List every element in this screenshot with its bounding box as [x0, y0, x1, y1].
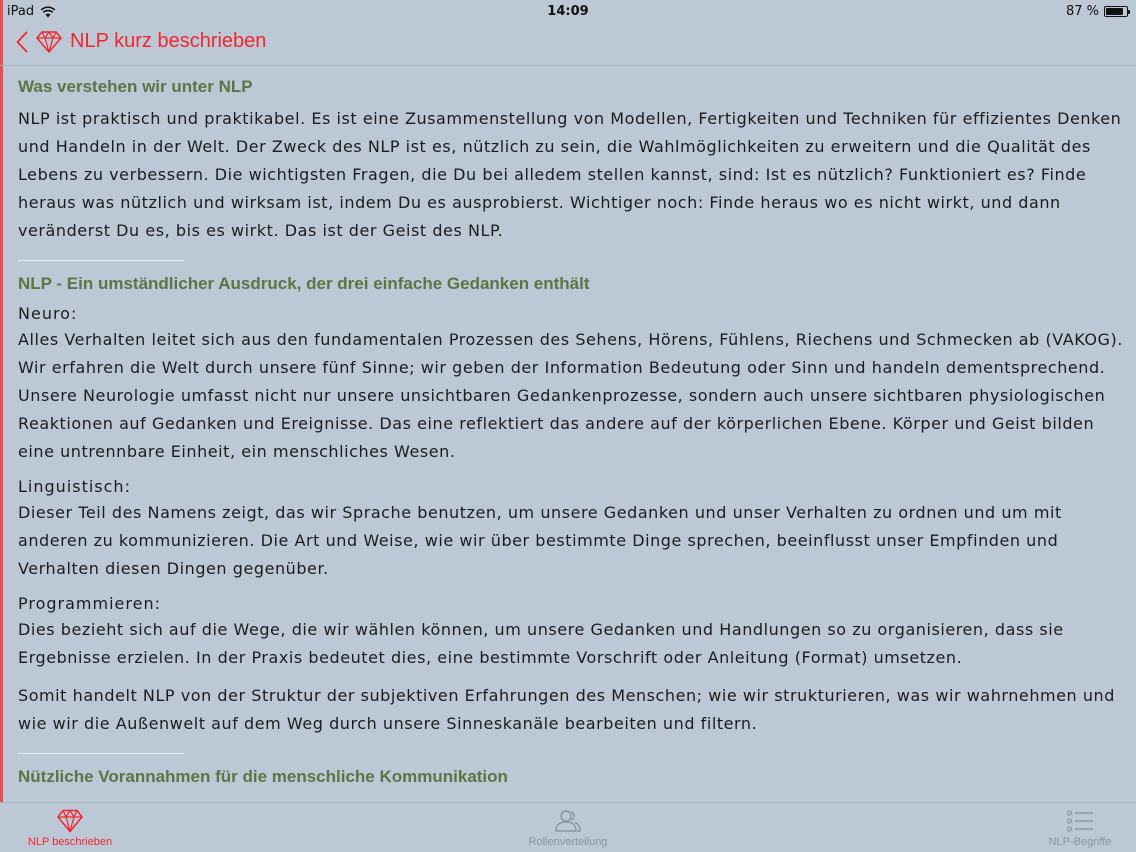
- battery-icon: [1104, 6, 1128, 17]
- chevron-left-icon: [16, 31, 28, 53]
- summary-paragraph: Somit handelt NLP von der Struktur der subjektiven Erfahrungen des Menschen; wie wir strukturieren, was wir wahrnehmen und wie wir die Außenwelt auf dem Weg durch unsere Sinneskanäle bearbeiten und filtern.: [18, 686, 1115, 733]
- tab-nlp-begriffe[interactable]: [1044, 809, 1116, 848]
- tab-bar: [0, 802, 1136, 852]
- programmieren-paragraph: Dies bezieht sich auf die Wege, die wir wählen können, um unsere Gedanken und Handlungen so zu organisieren, dass sie Ergebnisse erzielen. In der Praxis bedeutet dies, eine bestimmte Vorschrift oder Anleitung (Format) umsetzen.: [18, 620, 1064, 667]
- linguistisch-paragraph: Dieser Teil des Namens zeigt, das wir Sprache benutzen, um unsere Gedanken und unser Verhalten zu ordnen und um mit anderen zu kommunizieren. Die Art und Weise, wie wir über bestimmte Dinge sprechen, beeinflusst unser Empfinden und Verhalten diesen Dingen gegenüber.: [18, 503, 1062, 578]
- tab-rollenverteilung[interactable]: [520, 809, 616, 848]
- section-1-paragraph: NLP ist praktisch und praktikabel. Es ist eine Zusammenstellung von Modellen, Fertigkeiten und Techniken für effizientes Denken und Handeln in der Welt. Der Zweck des NLP ist es, nützlich zu sein, die Wahlmöglichkeiten zu erweitern und die Qualität des Lebens zu verbessern. Die wichtigsten Fragen, die Du bei alledem stellen kannst, sind: Ist es nützlich? Funktioniert es? Finde heraus was nützlich und wirksam ist, indem Du es ausprobierst. Wichtiger noch: Finde heraus wo es nicht wirkt, und dann veränderst Du es, bis es wirkt. Das ist der Geist des NLP.: [18, 109, 1122, 240]
- linguistisch-label: Linguistisch:: [18, 477, 131, 496]
- battery-fill: [1106, 8, 1123, 15]
- tab-label: Rollenverteilung: [528, 836, 608, 848]
- device-name: iPad: [7, 4, 35, 19]
- page-title: NLP kurz beschrieben: [70, 30, 267, 52]
- section-title-2: NLP - Ein umständlicher Ausdruck, der drei einfache Gedanken enthält: [18, 274, 590, 293]
- status-time: 14:09: [547, 4, 589, 19]
- tab-label: NLP-Begriffe: [1048, 836, 1112, 848]
- battery-percent: 87 %: [1065, 4, 1099, 19]
- section-divider: [18, 260, 184, 261]
- diamond-icon: [57, 809, 83, 833]
- section-title-3: Nützliche Vorannahmen für die menschliche Kommunikation: [18, 767, 508, 786]
- tab-nlp-beschrieben[interactable]: [27, 809, 113, 848]
- status-bar: [0, 0, 1136, 22]
- section-divider: [18, 753, 184, 754]
- diamond-icon: [36, 31, 62, 53]
- navigation-bar: [0, 22, 1136, 66]
- section-title-1: Was verstehen wir unter NLP: [18, 77, 253, 96]
- left-accent-bar: [0, 0, 3, 852]
- content-scroll-view[interactable]: [18, 66, 1128, 802]
- programmieren-label: Programmieren:: [18, 594, 161, 613]
- list-icon: [1066, 809, 1094, 833]
- people-icon: [554, 809, 582, 833]
- neuro-paragraph: Alles Verhalten leitet sich aus den fundamentalen Prozessen des Sehens, Hörens, Fühlens, Riechens und Schmecken ab (VAKOG). Wir erfahren die Welt durch unsere fünf Sinne; wir geben der Information Bedeutung oder Sinn und handeln dementsprechend. Unsere Neurologie umfasst nicht nur unsere unsichtbaren Gedankenprozesse, sondern auch unsere sichtbaren physiologischen Reaktionen auf Gedanken und Ereignisse. Das eine reflektiert das andere auf der körperlichen Ebene. Körper und Geist bilden eine untrennbare Einheit, ein menschliches Wesen.: [18, 330, 1123, 461]
- neuro-label: Neuro:: [18, 304, 78, 323]
- tab-label: NLP beschrieben: [27, 836, 113, 848]
- back-button[interactable]: [16, 30, 266, 53]
